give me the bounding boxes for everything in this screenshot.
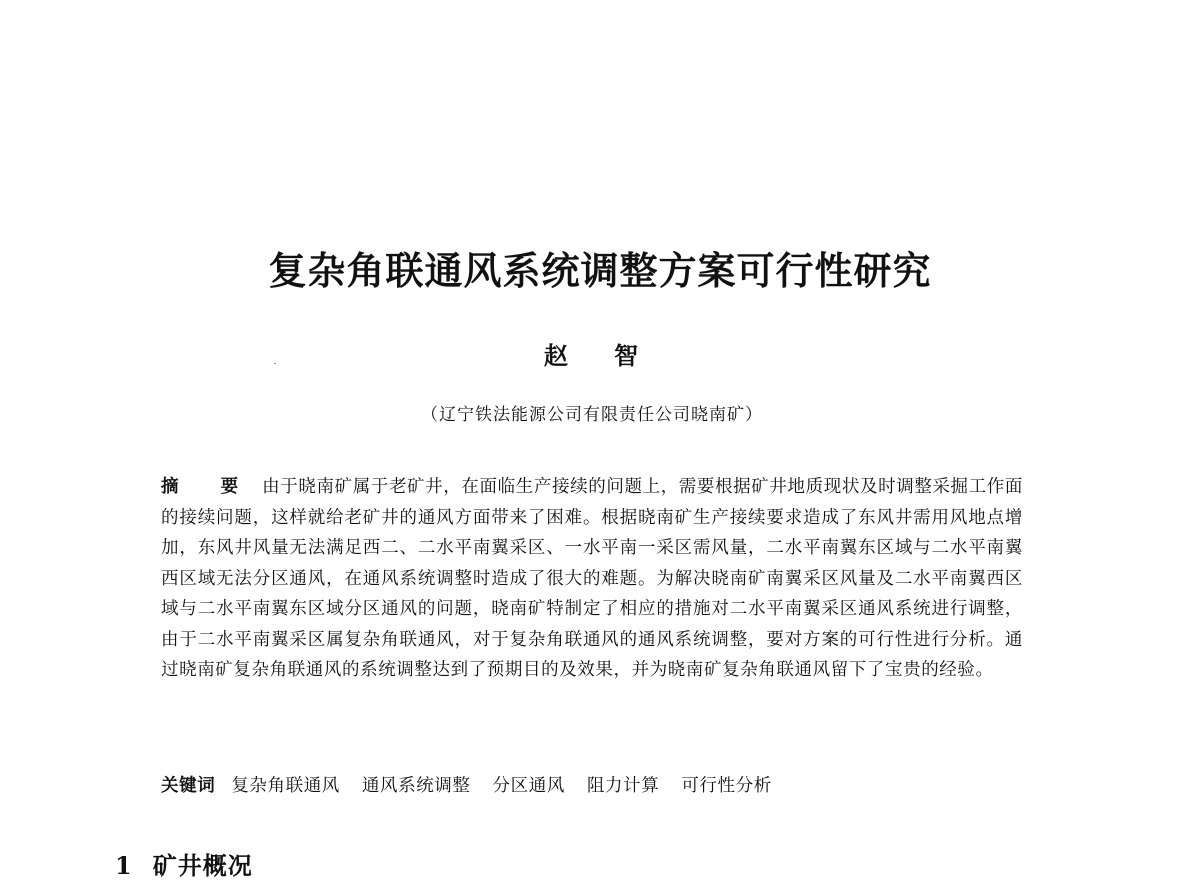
keyword: 可行性分析 (681, 776, 772, 796)
abstract-label: 摘 要 (161, 477, 257, 497)
scan-speck (274, 363, 276, 364)
keyword: 通风系统调整 (361, 776, 471, 796)
author-affiliation: （辽宁铁法能源公司有限责任公司晓南矿） (421, 405, 763, 425)
paper-title: 复杂角联通风系统调整方案可行性研究 (268, 249, 932, 293)
author-name: 赵 智 (543, 341, 639, 370)
abstract (161, 472, 1023, 686)
abstract-text: 由于晓南矿属于老矿井，在面临生产接续的问题上，需要根据矿井地质现状及时调整采掘工作面的接续问题，这样就给老矿井的通风方面带来了困难。根据晓南矿生产接续要求造成了东风井需用风地点增加，东风井风量无法满足西二、二水平南翼采区、一水平南一采区需风量，二水平南翼东区域与二水平南翼西区域无法分区通风，在通风系统调整时造成了很大的难题。为解决晓南矿南翼采区风量及二水平南翼西区域与二水平南翼东区域分区通风的问题，晓南矿特制定了相应的措施对二水平南翼采区通风系统进行调整，由于二水平南翼采区属复杂角联通风，对于复杂角联通风的通风系统调整，要对方案的可行性进行分析。通过晓南矿复杂角联通风的系统调整达到了预期目的及效果，并为晓南矿复杂角联通风留下了宝贵的经验。 (161, 477, 1023, 680)
keyword: 分区通风 (492, 776, 565, 796)
section-number: 1 (115, 851, 133, 880)
keywords (161, 771, 1023, 801)
keywords-label: 关键词 (161, 776, 216, 796)
section-heading (115, 846, 253, 881)
keyword: 复杂角联通风 (231, 776, 340, 796)
section-title: 矿井概况 (152, 851, 253, 880)
keyword: 阻力计算 (586, 776, 660, 796)
